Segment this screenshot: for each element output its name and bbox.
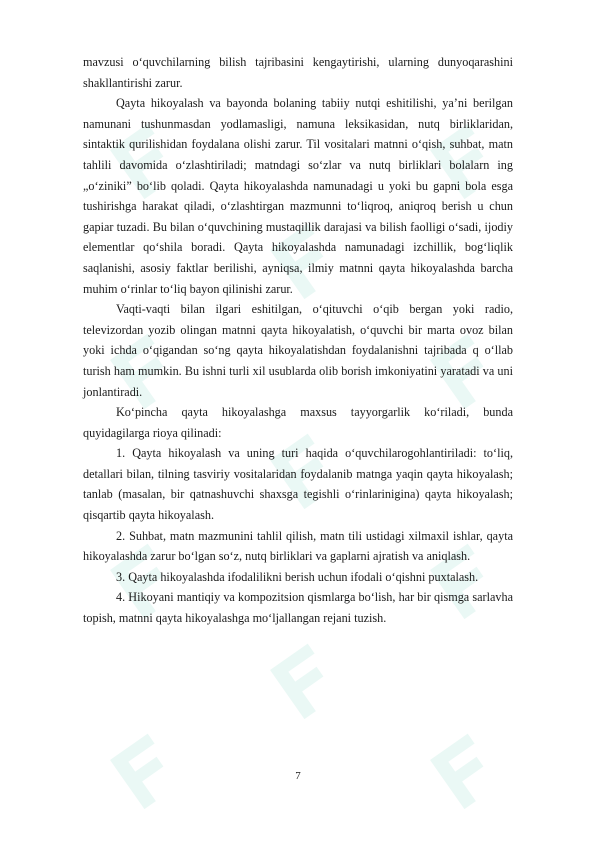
paragraph-retelling-speech: Qayta hikoyalash va bayonda bolaning tabiiy nutqi eshitilishi, ya’ni berilgan namunani tushunmasdan yodlamasligi, namuna leksikasidan, nutq birliklaridan, sintaktik qurilishidan foydalana olishi zarur. Til vositalari matnni o‘qish, suhbat, matn tahlili davomida o‘zlashtiriladi; matndagi so‘zlar va nutq birliklari bolalarn ing „o‘ziniki” bo‘lib qoladi. Qayta hikoyalashda namunadagi u yoki bu gapni bola esga tushirishga harakat qiladi, o‘zlashtirgan mazmunni to‘liqroq, aniqroq berish u chun gapiar tuzadi. Bu bilan o‘quvchining mustaqillik darajasi va bilish faolligi o‘sadi, ijodiy elementlar qo‘shila boradi. Qayta hikoyalashda namunadagi izchillik, bog‘liqlik saqlanishi, asosiy faktlar berilishi, ayniqsa, ilmiy matnni qayta hikoyalashda barcha muhim o‘rinlar to‘liq bayon qilinishi zarur. [83,96,513,296]
list-item-3: 3. Qayta hikoyalashda ifodalilikni berish uchun ifodali o‘qishni puxtalash. [116,569,479,584]
list-item-1: 1. Qayta hikoyalash va uning turi haqida o‘quvchilarogohlantiriladi: to‘liq, detallari bilan, tilning tasviriy vositalaridan foydalanib matnga yaqin qayta hikoyalash; tanlab (masalan, bir qatnashuvchi shaxsga tegishli o‘rinlarinigina) qayta hikoyalash; qisqartib qayta hikoyalash. [83,446,513,523]
body-text [83,52,513,629]
paragraph-retelling-sources: Vaqti-vaqti bilan ilgari eshitilgan, o‘qituvchi o‘qib bergan yoki radio, televizordan yozib olingan matnni qayta hikoyalatish, o‘quvchi bir marta ovoz bilan yoki ichda o‘qigandan so‘ng qayta hikoyalatishdan foydalanishni tajribada q o‘llab turish ham mumkin. Bu ishni turli xil usublarda olib borish imkoniyatini yaratadi va uni jonlantiradi. [83,302,513,399]
list-item-2: 2. Suhbat, matn mazmunini tahlil qilish, matn tili ustidagi xilmaxil ishlar, qayta hikoyalashda zarur bo‘lgan so‘z, nutq birliklari va gaplarni ajratish va aniqlash. [83,528,513,564]
list-item-4: 4. Hikoyani mantiqiy va kompozitsion qismlarga bo‘lish, har bir qismga sarlavha topish, matnni qayta hikoyalashga mo‘ljallangan rejani tuzish. [83,590,513,626]
paragraph-continuation: mavzusi o‘quvchilarning bilish tajribasini kengaytirishi, ularning dunyoqarashini shakllantirishi zarur. [83,55,513,90]
paragraph-preparation-intro: Ko‘pincha qayta hikoyalashga maxsus tayyorgarlik ko‘riladi, bunda quyidagilarga rioya qilinadi: [83,405,513,440]
page-number: 7 [295,770,301,782]
